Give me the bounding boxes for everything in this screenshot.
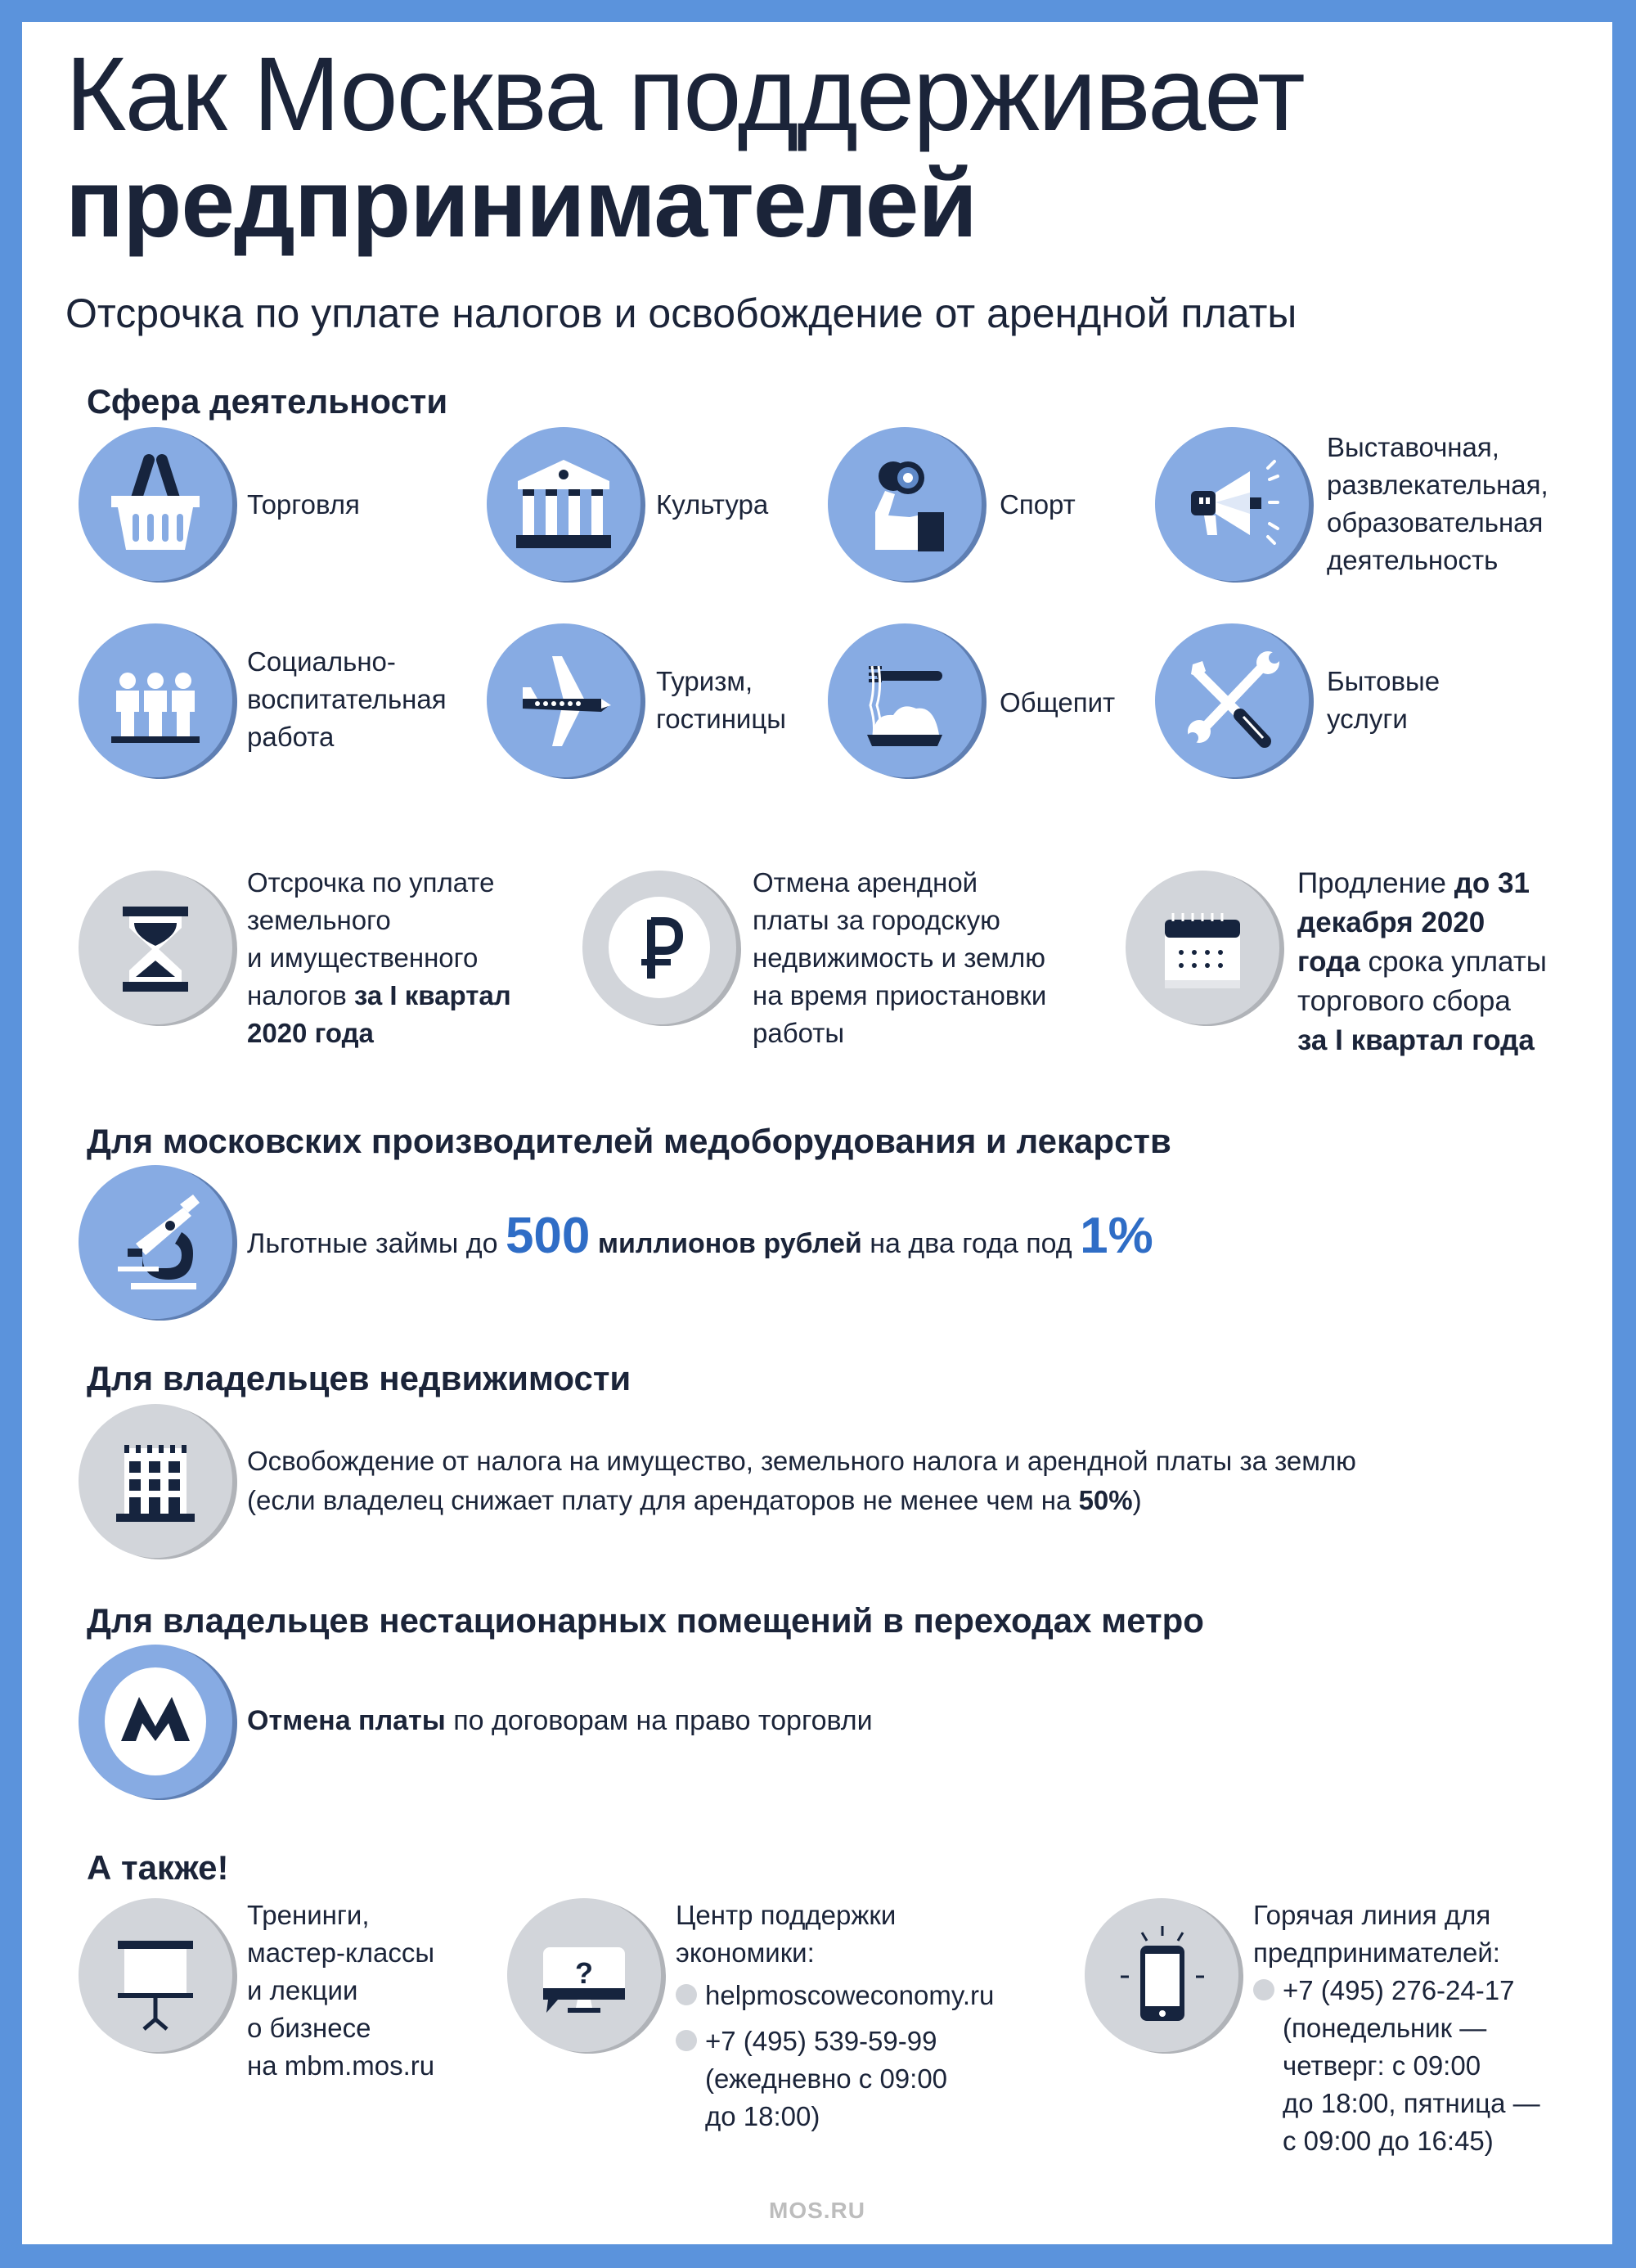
- metro-text-bold: Отмена платы: [247, 1705, 446, 1736]
- measure-fee-extension-bold: до 31: [1454, 867, 1530, 899]
- support-center-phone-row: [676, 2023, 994, 2060]
- metro-text-part: по договорам на право торговли: [445, 1705, 873, 1736]
- measure-tax-deferral-line: земельного: [247, 905, 391, 935]
- measure-fee-extension: [1297, 864, 1547, 1060]
- med-text-part: Льготные займы до: [247, 1228, 506, 1259]
- smartphone-icon: [1085, 1898, 1238, 2052]
- realty-text: [247, 1442, 1356, 1520]
- measure-tax-deferral: [247, 864, 511, 1052]
- sphere-label-tourism-line: Туризм,: [656, 666, 753, 696]
- sphere-label-tourism-line: гостиницы: [656, 704, 786, 734]
- med-loan-amount: 500: [505, 1208, 591, 1264]
- measure-fee-extension-text: Продление: [1297, 867, 1454, 899]
- noodles-fork-icon: [828, 623, 982, 777]
- metro-text: [247, 1702, 873, 1739]
- med-heading: Для московских производителей медоборудования и лекарств: [87, 1122, 1171, 1160]
- training-text-line: мастер-классы: [247, 1937, 435, 1968]
- measure-tax-deferral-line: [247, 1015, 511, 1052]
- support-center: [676, 1897, 994, 2135]
- sphere-label-household-line: услуги: [1327, 704, 1408, 734]
- measure-fee-extension-text: срока уплаты: [1360, 946, 1547, 978]
- support-center-title: Центр поддержки: [676, 1900, 897, 1930]
- training-link[interactable]: на mbm.mos.ru: [247, 2050, 435, 2081]
- realty-text-part: ): [1132, 1485, 1142, 1515]
- measure-fee-extension-line: [1297, 943, 1547, 982]
- sphere-label-exhibition-line: образовательная: [1327, 507, 1544, 538]
- megaphone-icon: [1155, 427, 1309, 581]
- hotline-hours: (понедельник —: [1283, 2013, 1487, 2043]
- bullet-dot-icon: [676, 1984, 697, 2005]
- hotline: [1253, 1897, 1540, 2160]
- sphere-label-social-line: работа: [247, 722, 335, 752]
- med-text-part: на два года под: [861, 1228, 1081, 1259]
- sphere-label-sport: Спорт: [1000, 489, 1076, 520]
- hotline-phone-row: [1253, 1972, 1540, 2009]
- sphere-label-household-line: Бытовые: [1327, 666, 1440, 696]
- presentation-board-icon: [79, 1898, 232, 2052]
- hotline-hours: до 18:00, пятница —: [1283, 2088, 1540, 2118]
- measure-tax-deferral-bold: за I квартал: [353, 980, 511, 1010]
- sphere-label-exhibition: [1327, 429, 1548, 579]
- realty-text-line: Освобождение от налога на имущество, земельного налога и арендной платы за землю: [247, 1446, 1356, 1476]
- page-subtitle: Отсрочка по уплате налогов и освобождение от арендной платы: [65, 290, 1297, 336]
- hotline-title: предпринимателей:: [1253, 1937, 1500, 1968]
- sphere-label-catering: Общепит: [1000, 687, 1116, 718]
- support-center-hours: (ежедневно с 09:00: [705, 2063, 948, 2094]
- measure-fee-extension-bold: за I квартал года: [1297, 1024, 1535, 1056]
- page-title-line2: предпринимателей: [65, 150, 977, 258]
- realty-text-line: [247, 1481, 1356, 1520]
- metro-heading: Для владельцев нестационарных помещений в переходах метро: [87, 1601, 1204, 1640]
- measure-rent-cancel-line: недвижимость и землю: [753, 943, 1046, 973]
- support-center-site-row: [676, 1977, 994, 2014]
- ruble-icon: [582, 871, 736, 1024]
- training-text-line: и лекции: [247, 1975, 358, 2005]
- hotline-phone[interactable]: +7 (495) 276-24-17: [1283, 1975, 1515, 2005]
- microscope-icon: [79, 1165, 232, 1319]
- training-text-line: Тренинги,: [247, 1900, 370, 1930]
- sphere-label-exhibition-line: развлекательная,: [1327, 470, 1548, 500]
- hotline-hours: четверг: с 09:00: [1283, 2050, 1481, 2081]
- hotline-hours: с 09:00 до 16:45): [1283, 2126, 1494, 2156]
- calendar-icon: [1126, 871, 1279, 1024]
- measure-rent-cancel-line: платы за городскую: [753, 905, 1000, 935]
- measure-tax-deferral-line: [247, 977, 511, 1015]
- hotline-title: Горячая линия для: [1253, 1900, 1491, 1930]
- sphere-label-social-line: воспитательная: [247, 684, 447, 714]
- metro-icon: [79, 1645, 232, 1798]
- measure-fee-extension-line: торгового сбора: [1297, 985, 1511, 1017]
- measure-fee-extension-line: [1297, 864, 1547, 903]
- measure-fee-extension-line: [1297, 1021, 1547, 1060]
- measure-tax-deferral-line: и имущественного: [247, 943, 479, 973]
- sphere-label-exhibition-line: Выставочная,: [1327, 432, 1499, 462]
- measure-fee-extension-line: [1297, 903, 1547, 943]
- measure-rent-cancel: [753, 864, 1046, 1052]
- bullet-dot-icon: [676, 2030, 697, 2051]
- basket-icon: [79, 427, 232, 581]
- support-center-title: экономики:: [676, 1937, 815, 1968]
- spheres-heading: Сфера деятельности: [87, 382, 448, 421]
- support-center-phone[interactable]: +7 (495) 539-59-99: [705, 2026, 937, 2056]
- also-heading: А также!: [87, 1848, 229, 1887]
- measure-tax-deferral-line: Отсрочка по уплате: [247, 867, 495, 898]
- measure-tax-deferral-text: налогов: [247, 980, 354, 1010]
- sphere-label-household: [1327, 663, 1440, 738]
- measure-fee-extension-bold: декабря 2020: [1297, 907, 1485, 938]
- people-icon: [79, 623, 232, 777]
- building-icon: [79, 1404, 232, 1558]
- sphere-label-social-line: Социально-: [247, 646, 396, 677]
- measure-tax-deferral-bold: 2020 года: [247, 1018, 374, 1048]
- med-text-bold: миллионов рублей: [590, 1228, 862, 1259]
- training-text: [247, 1897, 434, 2085]
- support-center-hours: до 18:00): [705, 2101, 820, 2131]
- dumbbell-arm-icon: [828, 427, 982, 581]
- tools-icon: [1155, 623, 1309, 777]
- med-loan-rate: 1%: [1080, 1208, 1153, 1264]
- sphere-label-trade: Торговля: [247, 489, 360, 520]
- bullet-dot-icon: [1253, 1979, 1274, 2000]
- mos-ru-logo: MOS.RU: [769, 2198, 865, 2223]
- sphere-label-social: [247, 643, 447, 756]
- med-text: [247, 1208, 1153, 1272]
- measure-fee-extension-bold: года: [1297, 946, 1360, 978]
- measure-rent-cancel-line: работы: [753, 1018, 845, 1048]
- sphere-label-tourism: [656, 663, 786, 738]
- measure-rent-cancel-line: Отмена арендной: [753, 867, 978, 898]
- monitor-question-icon: [507, 1898, 661, 2052]
- training-text-line: о бизнесе: [247, 2013, 371, 2043]
- support-center-site-link[interactable]: helpmoscoweconomy.ru: [705, 1980, 995, 2010]
- svg-text:?: ?: [575, 1956, 593, 1990]
- sphere-label-exhibition-line: деятельность: [1327, 545, 1499, 575]
- page-title-line1: Как Москва поддерживает: [65, 36, 1304, 153]
- realty-text-bold: 50%: [1078, 1485, 1133, 1515]
- measure-rent-cancel-line: на время приостановки: [753, 980, 1047, 1010]
- airplane-icon: [487, 623, 640, 777]
- realty-text-part: (если владелец снижает плату для арендаторов не менее чем на: [247, 1485, 1079, 1515]
- hourglass-icon: [79, 871, 232, 1024]
- realty-heading: Для владельцев недвижимости: [87, 1359, 631, 1397]
- sphere-label-culture: Культура: [656, 489, 769, 520]
- museum-icon: [487, 427, 640, 581]
